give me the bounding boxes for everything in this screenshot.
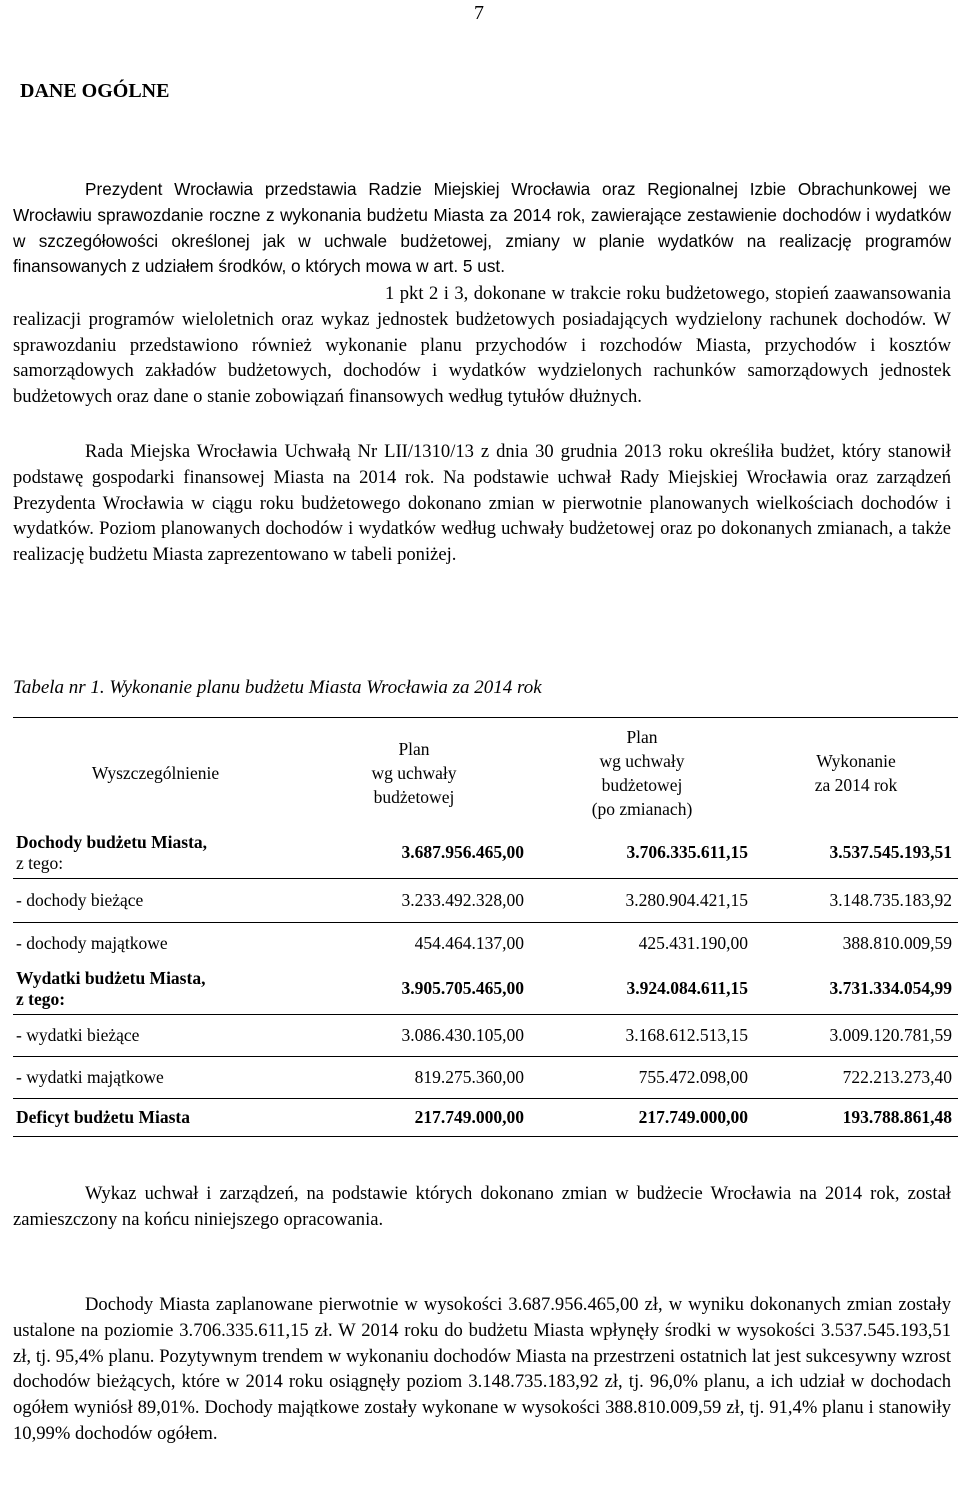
row-label: - wydatki bieżące — [13, 1014, 298, 1056]
intro-paragraph-continued: 1 pkt 2 i 3, dokonane w trakcie roku budżetowego, stopień zaawansowania realizacji programów wieloletnich oraz wykaz jednostek budżetowych posiadających wydzielony rachunek dochodów. W sprawozdaniu przedstawiono również wykonanie planu przychodów i rozchodów Miasta, przychodów i kosztów samorządowych zakładów budżetowych, dochodów i wydatków wydzielonych rachunków samorządowych jednostek budżetowych oraz dane o stanie zobowiązań finansowych według tytułów dłużnych. — [13, 283, 951, 408]
table-row — [13, 1056, 958, 1098]
cell-execution: 388.810.009,59 — [754, 922, 958, 964]
cell-execution: 3.009.120.781,59 — [754, 1014, 958, 1056]
row-label: Deficyt budżetu Miasta — [13, 1098, 298, 1136]
table-row — [13, 922, 958, 964]
cell-plan-changed: 3.168.612.513,15 — [530, 1014, 754, 1056]
table-caption: Tabela nr 1. Wykonanie planu budżetu Miasta Wrocławia za 2014 rok — [13, 677, 542, 698]
section-heading: DANE OGÓLNE — [20, 80, 170, 102]
cell-execution: 193.788.861,48 — [754, 1098, 958, 1136]
table-row — [13, 964, 958, 1014]
changes-list-paragraph: Wykaz uchwał i zarządzeń, na podstawie których dokonano zmian w budżecie Wrocławia na 2014 rok, został zamieszczony na końcu niniejszego opracowania. — [13, 1183, 951, 1230]
table-row — [13, 878, 958, 922]
cell-plan: 819.275.360,00 — [298, 1056, 530, 1098]
cell-execution: 3.731.334.054,99 — [829, 978, 952, 999]
revenue-summary-paragraph: Dochody Miasta zaplanowane pierwotnie w wysokości 3.687.956.465,00 zł, w wyniku dokonanych zmian zostały ustalone na poziomie 3.706.335.611,15 zł. W 2014 roku do budżetu Miasta wpłynęły środki w wysokości 3.537.545.193,51 zł, tj. 95,4% planu. Pozytywnym trendem w wykonaniu dochodów Miasta na przestrzeni ostatnich lat jest sukcesywny wzrost dochodów bieżących, które w 2014 roku osiągnęły poziom 3.148.735.183,92 zł, tj. 96,0% planu, a ich udział w dochodach ogółem wyniósł 89,01%. Dochody majątkowe zostały wykonane w wysokości 388.810.009,59 zł, tj. 91,4% planu i stanowiły 10,99% dochodów ogółem. — [13, 1294, 951, 1444]
intro-paragraph: Prezydent Wrocławia przedstawia Radzie Miejskiej Wrocławia oraz Regionalnej Izbie Obrachunkowej we Wrocławiu sprawozdanie roczne z wykonania budżetu Miasta za 2014 rok, zawierające zestawienie dochodów i wydatków w szczegółowości określonej jak w uchwale budżetowej, zmiany w planie wydatków na realizację programów finansowanych z udziałem środków, o których mowa w art. 5 ust. — [13, 179, 951, 277]
row-label: Wydatki budżetu Miasta, z tego: — [16, 967, 206, 1009]
header-execution: Wykonanie za 2014 rok — [754, 718, 958, 829]
row-label: - wydatki majątkowe — [13, 1056, 298, 1098]
cell-execution: 722.213.273,40 — [754, 1056, 958, 1098]
header-plan: Plan wg uchwały budżetowej — [298, 718, 530, 829]
cell-plan: 3.233.492.328,00 — [298, 878, 530, 922]
budget-table — [13, 717, 958, 1137]
table-row — [13, 828, 958, 878]
page-number: 7 — [474, 2, 484, 24]
cell-execution: 3.537.545.193,51 — [829, 842, 952, 863]
header-description: Wyszczególnienie — [13, 718, 298, 829]
cell-plan-changed: 425.431.190,00 — [530, 922, 754, 964]
row-label: - dochody bieżące — [13, 878, 298, 922]
cell-plan-changed: 3.924.084.611,15 — [626, 978, 748, 999]
cell-plan: 3.905.705.465,00 — [401, 978, 524, 999]
cell-plan-changed: 217.749.000,00 — [530, 1098, 754, 1136]
table-row — [13, 1014, 958, 1056]
cell-plan: 3.687.956.465,00 — [401, 842, 524, 863]
budget-resolution-paragraph: Rada Miejska Wrocławia Uchwałą Nr LII/1310/13 z dnia 30 grudnia 2013 roku określiła budżet, który stanowił podstawę gospodarki finansowej Miasta na 2014 rok. Na podstawie uchwał Rady Miejskiej Wrocławia oraz zarządzeń Prezydenta Wrocławia w ciągu roku budżetowego dokonano zmian w pierwotnie planowanych wielkościach dochodów i wydatków. Poziom planowanych dochodów i wydatków według uchwały budżetowej oraz po dokonanych zmianach, a także realizację budżetu Miasta zaprezentowano w tabeli poniżej. — [13, 441, 951, 566]
cell-plan: 3.086.430.105,00 — [298, 1014, 530, 1056]
cell-plan: 217.749.000,00 — [298, 1098, 530, 1136]
row-label: - dochody majątkowe — [13, 922, 298, 964]
row-label: Dochody budżetu Miasta, z tego: — [16, 831, 208, 873]
header-plan-after-changes: Plan wg uchwały budżetowej (po zmianach) — [530, 718, 754, 829]
cell-plan-changed: 3.280.904.421,15 — [530, 878, 754, 922]
table-row — [13, 1098, 958, 1136]
cell-plan: 454.464.137,00 — [298, 922, 530, 964]
cell-execution: 3.148.735.183,92 — [754, 878, 958, 922]
cell-plan-changed: 755.472.098,00 — [530, 1056, 754, 1098]
cell-plan-changed: 3.706.335.611,15 — [626, 842, 748, 863]
